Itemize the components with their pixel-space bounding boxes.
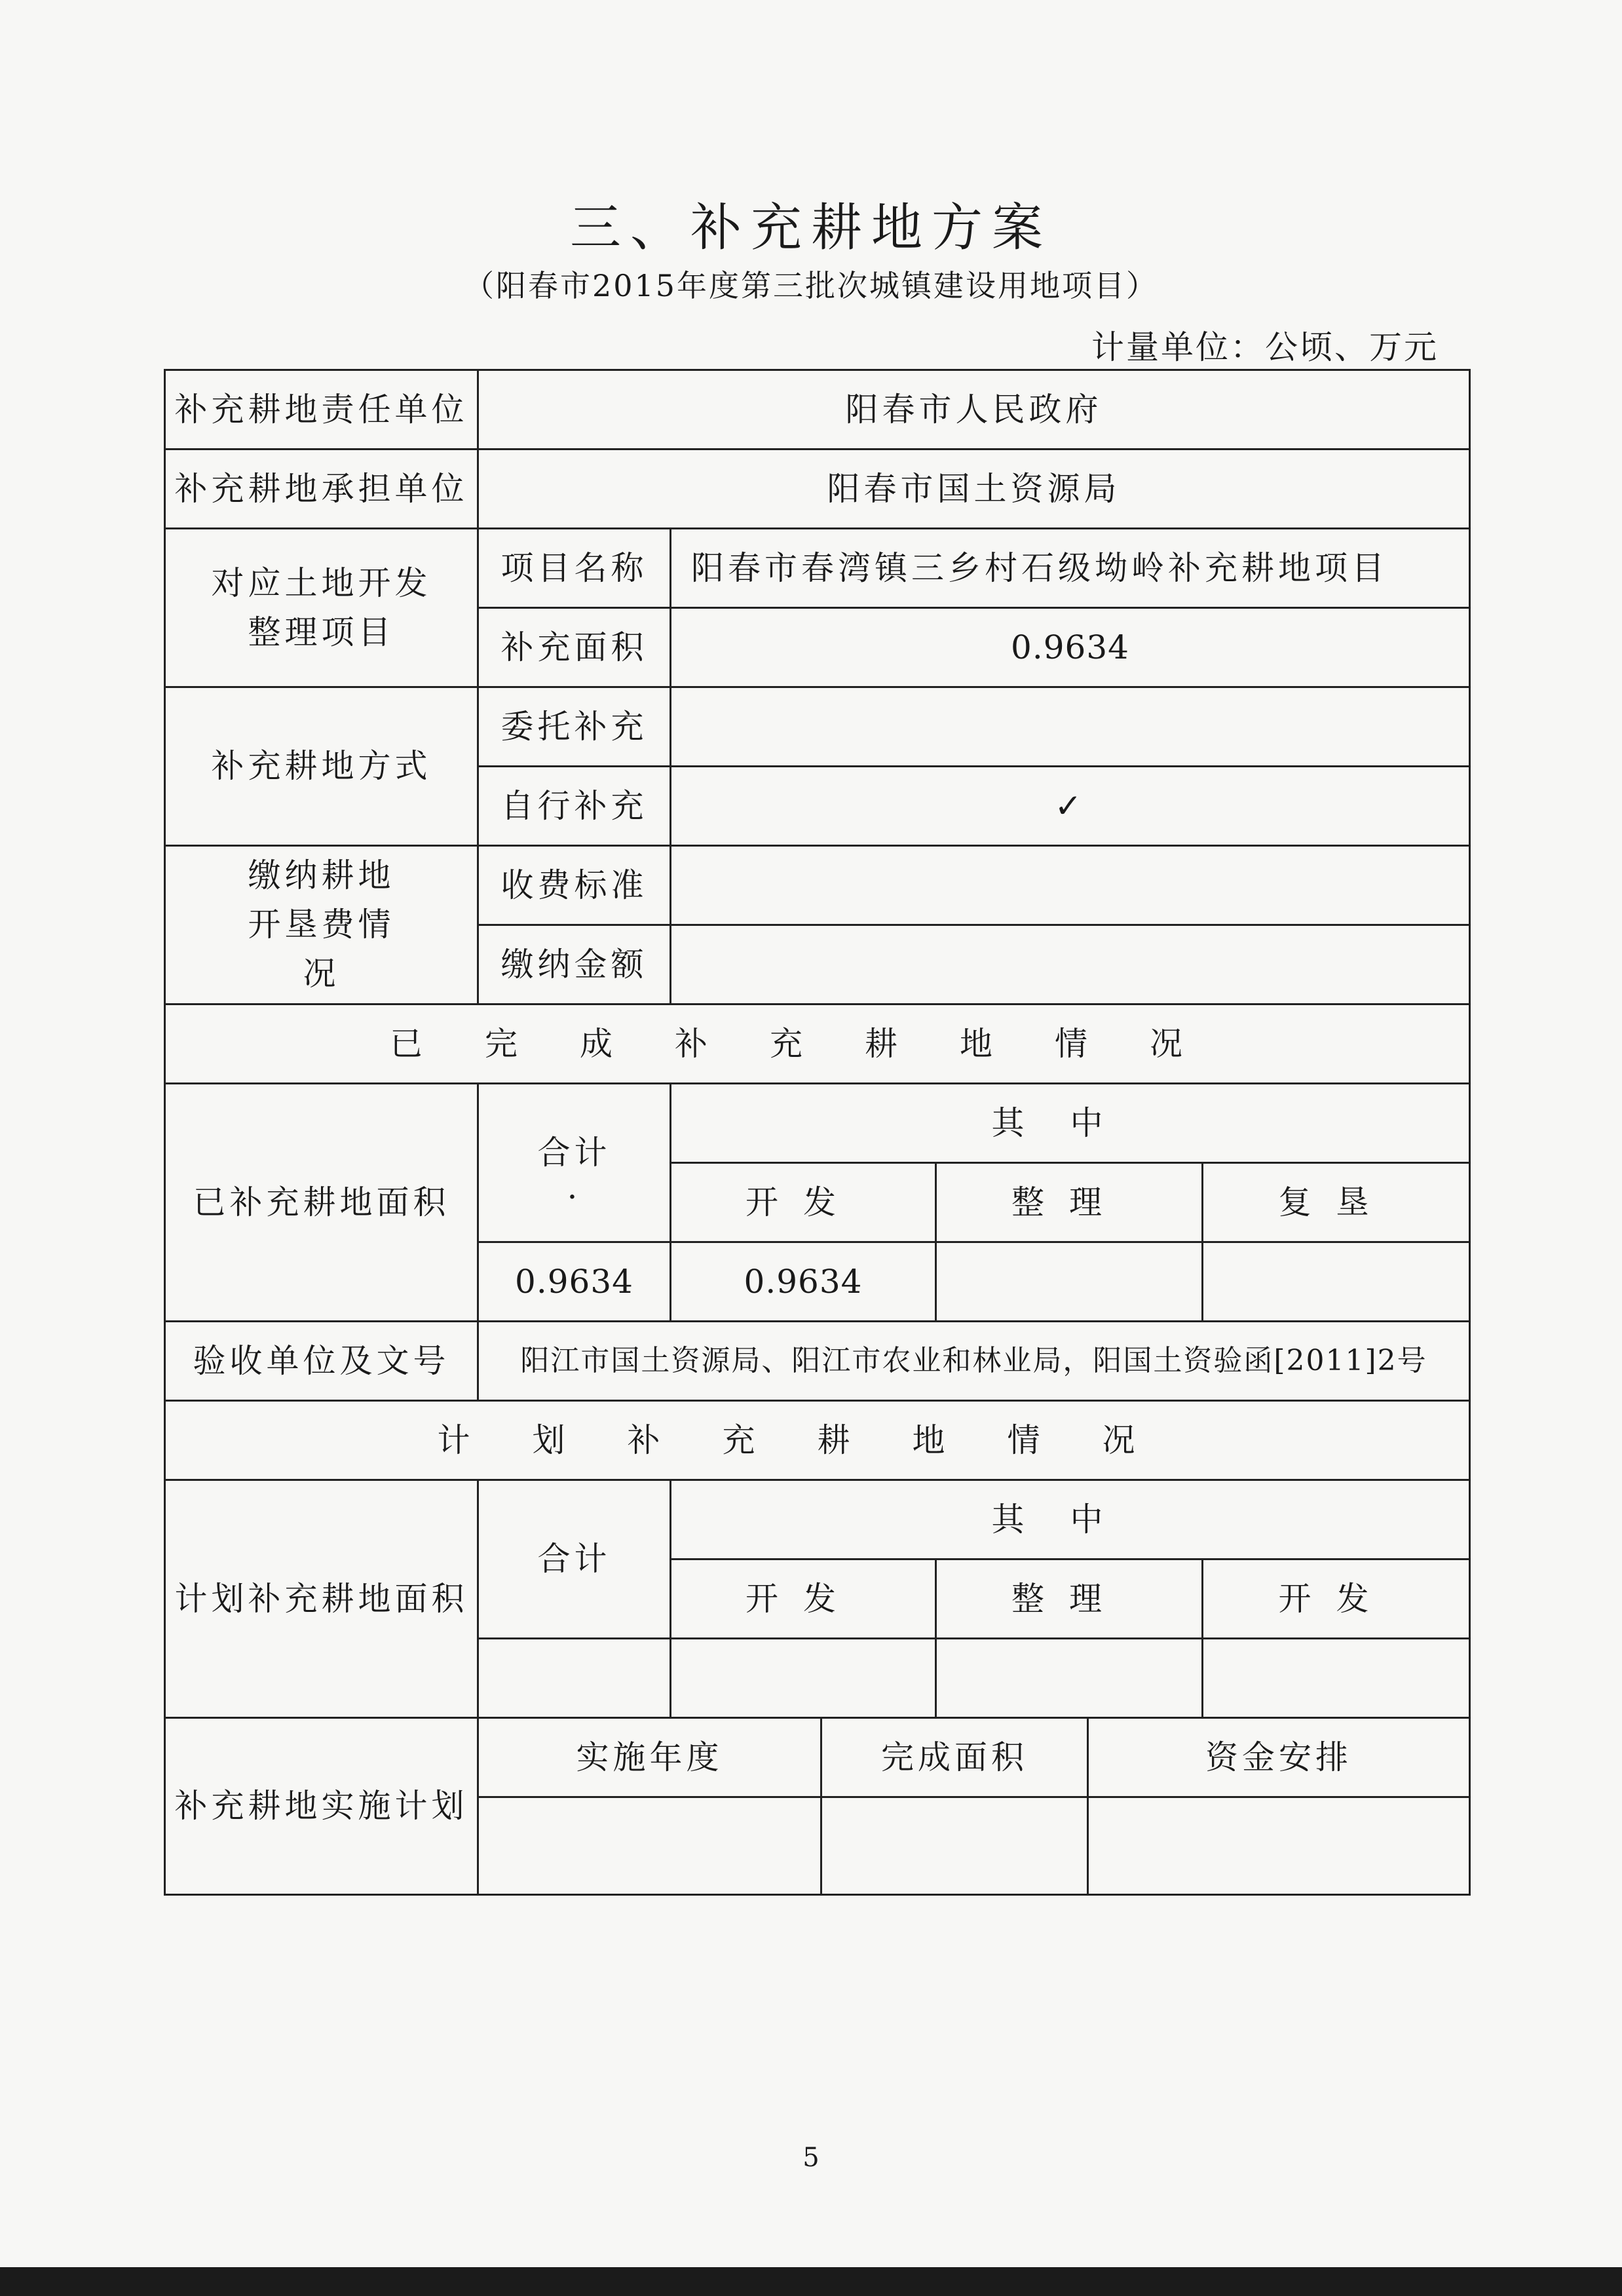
- planned-among-label: 其中: [671, 1480, 1470, 1559]
- row-planned-among: [165, 1480, 1470, 1559]
- planned-section-title: 计划补充耕地情况: [165, 1401, 1470, 1480]
- row-fee-standard: [165, 846, 1470, 925]
- responsible-label: 补充耕地责任单位: [165, 370, 478, 450]
- planned-arr-value: [936, 1639, 1203, 1718]
- impl-done-area-label: 完成面积: [821, 1718, 1088, 1797]
- farmland-supplement-table: [164, 369, 1471, 1896]
- planned-dev-label: 开发: [671, 1559, 936, 1639]
- row-completed-section: [165, 1004, 1470, 1084]
- completed-among-label: 其中: [671, 1084, 1470, 1163]
- fee-label: 缴纳耕地开垦费情况: [165, 846, 478, 1004]
- row-project-name: [165, 529, 1470, 608]
- supp-area-value: 0.9634: [671, 608, 1470, 687]
- planned-total-value: [478, 1639, 671, 1718]
- planned-area-label: 计划补充耕地面积: [165, 1480, 478, 1718]
- row-planned-section: [165, 1401, 1470, 1480]
- row-impl-headers: [165, 1718, 1470, 1797]
- fee-standard-label: 收费标准: [478, 846, 671, 925]
- entrusted-value: [671, 687, 1470, 767]
- scan-edge-bar: [0, 2267, 1622, 2296]
- page-number: 5: [802, 2143, 820, 2173]
- check-mark-icon: ✓: [671, 767, 1470, 846]
- completed-total-value: 0.9634: [478, 1242, 671, 1322]
- planned-arr-label: 整理: [936, 1559, 1203, 1639]
- project-name-label: 项目名称: [478, 529, 671, 608]
- responsible-value: 阳春市人民政府: [478, 370, 1470, 450]
- planned-dev-value: [671, 1639, 936, 1718]
- row-undertaker: [165, 450, 1470, 529]
- measurement-unit: 计量单位：公顷、万元: [1091, 328, 1439, 366]
- undertaker-label: 补充耕地承担单位: [165, 450, 478, 529]
- impl-fund-value: [1088, 1797, 1470, 1895]
- completed-total-cell: [478, 1084, 671, 1242]
- acceptance-value: 阳江市国土资源局、阳江市农业和林业局，阳国土资验函[2011]2号: [478, 1322, 1470, 1401]
- dot-mark: .: [567, 1168, 582, 1206]
- acceptance-label: 验收单位及文号: [165, 1322, 478, 1401]
- completed-dev-label: 开发: [671, 1163, 936, 1242]
- completed-arr-value: [936, 1242, 1203, 1322]
- fee-amount-value: [671, 925, 1470, 1004]
- completed-arr-label: 整理: [936, 1163, 1203, 1242]
- impl-fund-label: 资金安排: [1088, 1718, 1470, 1797]
- project-name-value: 阳春市春湾镇三乡村石级坳岭补充耕地项目: [671, 529, 1470, 608]
- completed-dev-value: 0.9634: [671, 1242, 936, 1322]
- fee-amount-label: 缴纳金额: [478, 925, 671, 1004]
- method-label: 补充耕地方式: [165, 687, 478, 846]
- completed-section-title: 已完成补充耕地情况: [165, 1004, 1470, 1084]
- page-subtitle: （阳春市2015年度第三批次城镇建设用地项目）: [463, 268, 1159, 303]
- fee-standard-value: [671, 846, 1470, 925]
- impl-plan-label: 补充耕地实施计划: [165, 1718, 478, 1895]
- impl-done-area-value: [821, 1797, 1088, 1895]
- completed-recl-value: [1203, 1242, 1470, 1322]
- planned-dev2-value: [1203, 1639, 1470, 1718]
- self-label: 自行补充: [478, 767, 671, 846]
- entrusted-label: 委托补充: [478, 687, 671, 767]
- planned-total-label: 合计: [478, 1480, 671, 1639]
- completed-recl-label: 复垦: [1203, 1163, 1470, 1242]
- supp-area-label: 补充面积: [478, 608, 671, 687]
- impl-year-label: 实施年度: [478, 1718, 821, 1797]
- planned-dev2-label: 开发: [1203, 1559, 1470, 1639]
- row-completed-among: [165, 1084, 1470, 1163]
- completed-area-label: 已补充耕地面积: [165, 1084, 478, 1322]
- row-entrusted: [165, 687, 1470, 767]
- row-responsible: [165, 370, 1470, 450]
- impl-year-value: [478, 1797, 821, 1895]
- row-acceptance: [165, 1322, 1470, 1401]
- undertaker-value: 阳春市国土资源局: [478, 450, 1470, 529]
- page-title: 三、补充耕地方案: [569, 199, 1052, 258]
- project-label: 对应土地开发整理项目: [165, 529, 478, 687]
- completed-total-label: 合计: [537, 1134, 611, 1172]
